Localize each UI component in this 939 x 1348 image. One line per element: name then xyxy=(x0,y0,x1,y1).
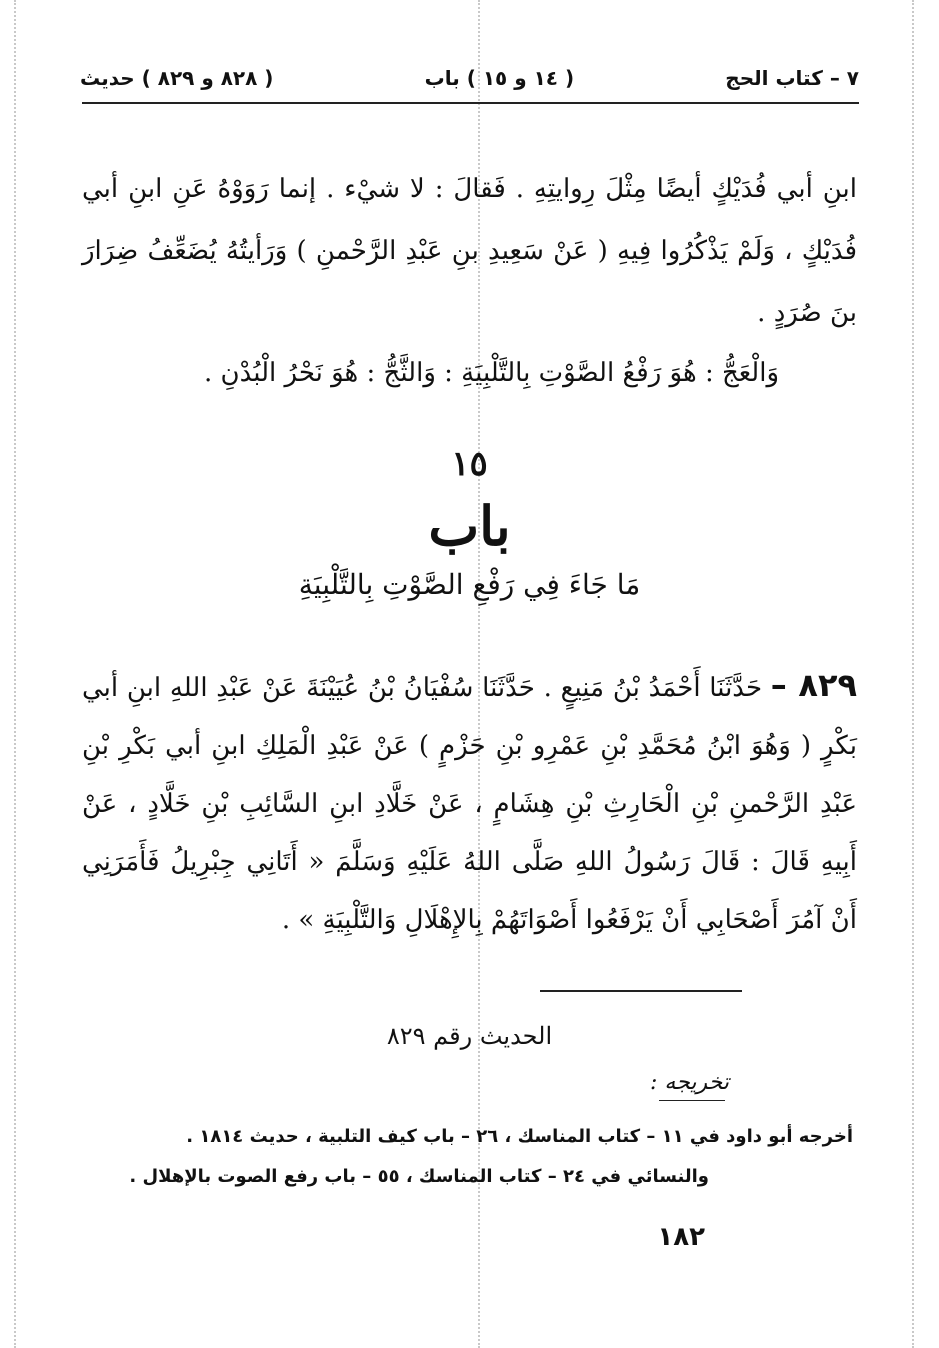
header-hadith: ( ٨٢٨ و ٨٢٩ ) حديث xyxy=(80,66,274,90)
header-book: ٧ – كتاب الحج xyxy=(725,66,859,90)
hadith-text: حَدَّثَنَا أَحْمَدُ بْنُ مَنِيعٍ . حَدَّثَنَا سُفْيَانُ بْنُ عُيَيْنَةَ عَنْ عَبْدِ اللهِ ابنِ أبي بَكْرٍ ( وَهُوَ ابْنُ مُحَمَّدِ بْنِ عَمْرِو بْنِ حَزْمٍ ) عَنْ عَبْدِ الْمَلِكِ ابنِ أبي بَكْرِ بْنِ عَبْدِ الرَّحْمنِ بْنِ الْحَارِثِ بْنِ هِشَامٍ ، عَنْ خَلَّادِ ابنِ السَّائِبِ بْنِ خَلَّادٍ ، عَنْ أَبِيهِ قَالَ : قَالَ رَسُولُ اللهِ صَلَّى اللهُ عَلَيْهِ وَسَلَّمَ « أَتَانِي جِبْرِيلُ فَأَمَرَنِي أَنْ آمُرَ أَصْحَابِي أَنْ يَرْفَعُوا أَصْوَاتَهُمْ بِالإِهْلَالِ وَالتَّلْبِيَةِ » . xyxy=(82,673,857,935)
takhrij-line: والنسائي في ٢٤ – كتاب المناسك ، ٥٥ – باب رفع الصوت بالإهلال . xyxy=(129,1166,709,1187)
takhrij-line: أخرجه أبو داود في ١١ – كتاب المناسك ، ٢٦ – باب كيف التلبية ، حديث ١٨١٤ . xyxy=(186,1126,853,1147)
notes-subtitle: تخريجه : xyxy=(650,1070,729,1095)
chapter-title: مَا جَاءَ فِي رَفْعِ الصَّوْتِ بِالتَّلْبِيَةِ xyxy=(298,568,641,601)
page-number: ١٨٢ xyxy=(657,1222,705,1252)
hadith-paragraph xyxy=(82,656,857,949)
chapter-number: ١٥ xyxy=(451,444,488,484)
header-divider xyxy=(82,102,859,104)
hadith-number: ٨٢٩ – xyxy=(770,666,858,704)
header-chapter: ( ١٤ و ١٥ ) باب xyxy=(424,66,575,90)
chapter-heading: باب xyxy=(428,494,511,558)
continuation-paragraph: ابنِ أبي فُدَيْكٍ أيضًا مِثْلَ رِوايتِهِ . فَقالَ : لا شيْء . إنما رَوَوْهُ عَنِ ابنِ أبي فُدَيْكٍ ، وَلَمْ يَذْكُرُوا فِيهِ ( عَنْ سَعِيدِ بنِ عَبْدِ الرَّحْمنِ ) وَرَأيتُهُ يُضَعِّفُ ضِرَارَ بنَ صُرَدٍ . xyxy=(82,174,857,328)
footnote-separator xyxy=(540,990,742,992)
running-header xyxy=(80,60,859,96)
scan-gutter-line xyxy=(14,0,16,1348)
scan-gutter-line xyxy=(912,0,914,1348)
gloss-paragraph: وَالْعَجُّ : هُوَ رَفْعُ الصَّوْتِ بِالتَّلْبِيَةِ : وَالثَّجُّ : هُوَ نَحْرُ الْبُدْنِ . xyxy=(203,358,779,388)
notes-title: الحديث رقم ٨٢٩ xyxy=(386,1022,553,1050)
notes-subtitle-underline xyxy=(659,1100,725,1101)
